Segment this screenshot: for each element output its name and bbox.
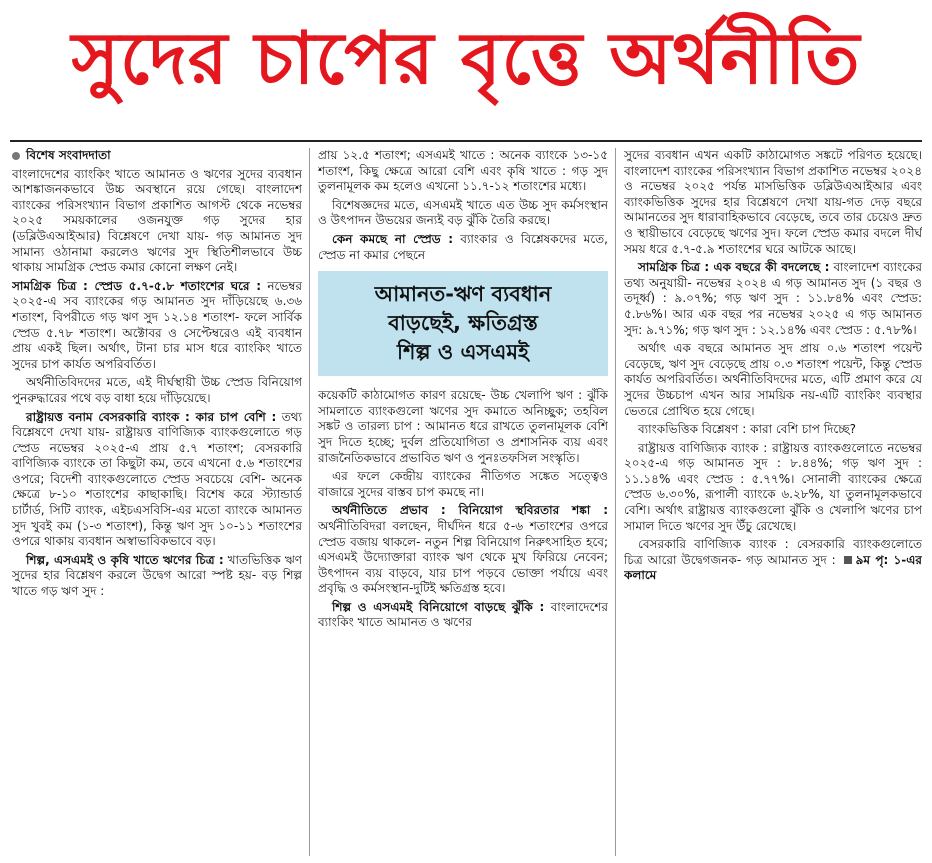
square-bullet-icon	[844, 556, 852, 564]
paragraph: রাষ্ট্রায়ত্ত বনাম বেসরকারি ব্যাংক : কার চাপ বেশি : তথ্য বিশ্লেষণে দেখা যায়- রাষ্ট্রায়ত্ত বাণিজ্যিক ব্যাংকগুলোতে গড় স্প্রেড নভেম্বর ২০২৫-এ প্রায় ৫.৭ শতাংশ; বেসরকারি বাণিজ্যিক ব্যাংকে তা কিছুটা কম, তবে এখনো ৫.৬ শতাংশের ওপরে; বিদেশী ব্যাংকগুলোতে স্প্রেড সবচেয়ে বেশি- অনেক ক্ষেত্রে ৮-১০ শতাংশের কাছাকাছি। বিশেষ করে স্ট্যান্ডার্ড চার্টার্ড, সিটি ব্যাংক, এইচএসবিসি-এর মতো ব্যাংকে আমানত সুদ খুবই কম (১-৩ শতাংশ), কিন্তু ঋণ সুদ ১০-১১ শতাংশের ওপরে থাকায় ব্যবধান অস্বাভাবিকভাবে বড়।	[12, 409, 302, 549]
paragraph: সামগ্রিক চিত্র : এক বছরে কী বদলেছে : বাংলাদেশ ব্যাংকের তথ্য অনুযায়ী- নভেম্বর ২০২৪ এ গড় আমানত সুদ (১ বছর ও তদূর্ধ্ব) : ৯.০৭%; গড় ঋণ সুদ : ১১.৮৪% এবং স্প্রেড: ৫.৮৬%। আর এক বছর পর নভেম্বর ২০২৫ এ গড় আমানত সুদ: ৯.৭১%; গড় ঋণ সুদ : ১২.১৪% এবং স্প্রেড : ৫.৭৮%।	[624, 260, 922, 337]
byline	[12, 148, 302, 164]
article-column-1	[12, 148, 302, 856]
paragraph: এর ফলে কেন্দ্রীয় ব্যাংকের নীতিগত সঙ্কেত সত্ত্বেও বাজারে সুদের বাস্তব চাপ কমছে না।	[318, 469, 608, 499]
subheading: কেন কমছে না স্প্রেড :	[332, 231, 454, 246]
paragraph: সুদের ব্যবধান এখন একটি কাঠামোগত সঙ্কটে পরিণত হয়েছে। বাংলাদেশ ব্যাংকের পরিসংখ্যান বিভাগ প্রকাশিত নভেম্বর ২০২৪ ও নভেম্বর ২০২৫ পর্যন্ত মাসভিত্তিক ডব্লিউএআইআর এবং ব্যাংকভিত্তিক সুদের হার বিশ্লেষণে দেখা যায়-গত দেড় বছরে আমানতের সুদ ধারাবাহিকভাবে বেড়েছে, তবে তার চেয়েও দ্রুত ও স্থায়ীভাবে বেড়েছে ঋণের সুদ। ফলে স্প্রেড কমার বদলে দীর্ঘ সময় ধরে ৫.৭-৫.৯ শতাংশের ঘরে আটকে আছে।	[624, 148, 922, 256]
subheading: রাষ্ট্রায়ত্ত বনাম বেসরকারি ব্যাংক : কার চাপ বেশি :	[26, 409, 277, 424]
paragraph: অর্থনীতিতে প্রভাব : বিনিয়োগ স্থবিরতার শঙ্কা : অর্থনীতিবিদরা বলছেন, দীর্ঘদিন ধরে ৫-৬ শতাংশের ওপরে স্প্রেড বজায় থাকলে- নতুন শিল্প বিনিয়োগ নিরুৎসাহিত হবে; এসএমই উদ্যোক্তারা ব্যাংক ঋণ থেকে মুখ ফিরিয়ে নেবেন; উৎপাদন ব্যয় বাড়বে, যার চাপ পড়বে ভোক্তা পর্যায়ে এবং প্রবৃদ্ধি ও কর্মসংস্থান-দুটিই ক্ষতিগ্রস্ত হবে।	[318, 503, 608, 596]
paragraph: অর্থাৎ এক বছরে আমানত সুদ প্রায় ০.৬ শতাংশ পয়েন্ট বেড়েছে, ঋণ সুদ বেড়েছে প্রায় ০.৩ শতাংশ পয়েন্ট, কিন্তু স্প্রেড কার্যত অপরিবর্তিত। অর্থনীতিবিদদের মতে, এটি প্রমাণ করে যে সুদের উচ্চচাপ এখন আর সাময়িক নয়-এটি ব্যাংকিং ব্যবস্থার ভেতরে প্রোথিত হয়ে গেছে।	[624, 341, 922, 418]
article-column-2	[318, 148, 608, 856]
jump-text: ৯ম পৃ: ১-এর কলামে	[624, 552, 922, 583]
subheading: শিল্প ও এসএমই বিনিয়োগে বাড়ছে ঝুঁকি :	[332, 599, 545, 614]
pull-quote-line: বাড়ছেই, ক্ষতিগ্রস্ত	[388, 311, 538, 336]
subheading: সামগ্রিক চিত্র : এক বছরে কী বদলেছে :	[638, 260, 830, 275]
pull-quote-line: আমানত-ঋণ ব্যবধান	[374, 282, 552, 307]
paragraph: শিল্প ও এসএমই বিনিয়োগে বাড়ছে ঝুঁকি : বাংলাদেশের ব্যাংকিং খাতে আমানত ও ঋণের	[318, 599, 608, 630]
paragraph: রাষ্ট্রায়ত্ত বাণিজ্যিক ব্যাংক : রাষ্ট্রায়ত্ত ব্যাংকগুলোতে নভেম্বর ২০২৫-এ গড় আমানত সুদ : ৮.৪৪%; গড় ঋণ সুদ : ১১.১৪% এবং স্প্রেড : ৫.৭৭%। সোনালী ব্যাংকের ক্ষেত্রে স্প্রেড ৬.৩০%, রূপালী ব্যাংকে ৬.২৮%, যা তুলনামূলকভাবে বেশি। অর্থাৎ রাষ্ট্রায়ত্ত ব্যাংকগুলো ঝুঁকি ও খেলাপি ঋণের চাপ সামাল দিতে ঋণের সুদ উঁচু রেখেছে।	[624, 440, 922, 533]
paragraph: সামগ্রিক চিত্র : স্প্রেড ৫.৭-৫.৮ শতাংশের ঘরে : নভেম্বর ২০২৫-এ সব ব্যাংকের গড় আমানত সুদ দাঁড়িয়েছে ৬.৩৬ শতাংশ, বিপরীতে গড় ঋণ সুদ ১২.১৪ শতাংশ- ফলে সার্বিক স্প্রেড ৫.৭৮ শতাংশ। অক্টোবর ও সেপ্টেম্বরেও এই ব্যবধান প্রায় একই ছিল। অর্থাৎ, টানা চার মাস ধরে ব্যাংকিং খাতে সুদের চাপ কার্যত অপরিবর্তিত।	[12, 278, 302, 371]
paragraph: কেন কমছে না স্প্রেড : ব্যাংকার ও বিশ্লেষকদের মতে, স্প্রেড না কমার পেছনে	[318, 231, 608, 262]
column-divider	[615, 148, 616, 856]
bullet-icon	[12, 152, 20, 160]
paragraph: অর্থনীতিবিদদের মতে, এই দীর্ঘস্থায়ী উচ্চ স্প্রেড বিনিয়োগ পুনরুদ্ধারের পথে বড় বাধা হয়ে দাঁড়িয়েছে।	[12, 375, 302, 405]
byline-text: বিশেষ সংবাদদাতা	[26, 148, 111, 162]
subheading: সামগ্রিক চিত্র : স্প্রেড ৫.৭-৫.৮ শতাংশের ঘরে :	[12, 278, 262, 293]
pull-quote-box	[318, 271, 608, 376]
paragraph: শিল্প, এসএমই ও কৃষি খাতে ঋণের চিত্র : খাতভিত্তিক ঋণ সুদের হার বিশ্লেষণ করলে উদ্বেগ আরো স্পষ্ট হয়- বড় শিল্প খাতে গড় ঋণ সুদ :	[12, 552, 302, 599]
paragraph: প্রায় ১২.৫ শতাংশ; এসএমই খাতে : অনেক ব্যাংকে ১৩-১৫ শতাংশ, কিছু ক্ষেত্রে আরো বেশি এবং কৃষি খাতে : গড় সুদ তুলনামূলক কম হলেও এখনো ১১.৭-১২ শতাংশের মধ্যে।	[318, 148, 608, 194]
paragraph: বেসরকারি বাণিজ্যিক ব্যাংক : বেসরকারি ব্যাংকগুলোতে চিত্র আরো উদ্বেগজনক- গড় আমানত সুদ : ৯ম পৃ: ১-এর কলামে	[624, 537, 922, 583]
subheading: অর্থনীতিতে প্রভাব : বিনিয়োগ স্থবিরতার শঙ্কা :	[332, 503, 608, 518]
subheading: শিল্প, এসএমই ও কৃষি খাতে ঋণের চিত্র :	[26, 552, 224, 567]
headline: সুদের চাপের বৃত্তে অর্থনীতি	[71, 16, 861, 100]
paragraph: বিশেষজ্ঞদের মতে, এসএমই খাতে এত উচ্চ সুদ কর্মসংস্থান ও উৎপাদন উভয়ের জন্যই বড় ঝুঁকি তৈরি করছে।	[318, 197, 608, 228]
headline-rule	[10, 140, 922, 142]
paragraph: কয়েকটি কাঠামোগত কারণ রয়েছে- উচ্চ খেলাপি ঋণ : ঝুঁকি সামলাতে ব্যাংকগুলো ঋণের সুদ কমাতে অনিচ্ছুক; তহবিল সঙ্কট ও তারল্য চাপ : আমানত ধরে রাখতে তুলনামূলক বেশি সুদ দিতে হচ্ছে; দুর্বল প্রতিযোগিতা ও প্রশাসনিক ব্যয় এবং রাজনৈতিকভাবে প্রভাবিত ঋণ ও পুনঃতফসিল সংস্কৃতি।	[318, 388, 608, 465]
article-column-3	[624, 148, 922, 856]
paragraph: ব্যাংকভিত্তিক বিশ্লেষণ : কারা বেশি চাপ দিচ্ছে?	[638, 422, 856, 437]
paragraph: বাংলাদেশের ব্যাংকিং খাতে আমানত ও ঋণের সুদের ব্যবধান আশঙ্কাজনকভাবে উচ্চ অবস্থানে রয়ে গেছে। বাংলাদেশ ব্যাংকের পরিসংখ্যান বিভাগ প্রকাশিত আগস্ট থেকে নভেম্বর ২০২৫ সময়কালের ওজনযুক্ত গড় সুদের হার (ডব্লিউএআইআর) বিশ্লেষণে দেখা যায়- গড় আমানত সুদ সামান্য ওঠানামা করলেও ঋণের সুদ স্থিতিশীলভাবে উচ্চ থাকায় সামগ্রিক স্প্রেড কমার কোনো লক্ষণ নেই।	[12, 166, 302, 275]
pull-quote-line: শিল্প ও এসএমই	[397, 340, 529, 365]
column-divider	[309, 148, 310, 856]
